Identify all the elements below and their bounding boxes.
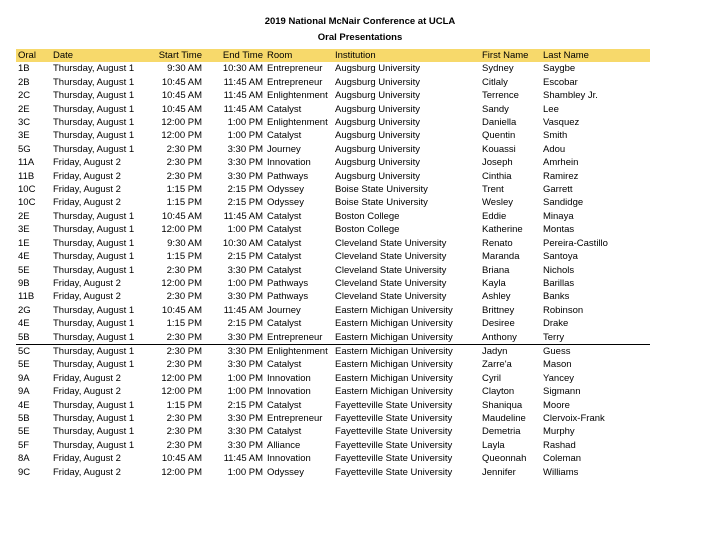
- cell-end-time: 1:00 PM: [227, 130, 263, 142]
- cell-room: Entrepreneur: [267, 412, 323, 424]
- cell-room: Catalyst: [267, 224, 302, 236]
- cell-end-time: 1:00 PM: [227, 372, 263, 384]
- cell-oral: 2C: [18, 90, 31, 102]
- cell-start-time: 2:30 PM: [166, 143, 202, 155]
- cell-date: Friday, August 2: [53, 170, 121, 182]
- cell-start-time: 1:15 PM: [166, 399, 202, 411]
- cell-end-time: 11:45 AM: [223, 103, 263, 115]
- cell-institution: Eastern Michigan University: [335, 359, 453, 371]
- table-header-row: [16, 49, 650, 62]
- cell-last-name: Yancey: [543, 372, 574, 384]
- cell-start-time: 10:45 AM: [161, 210, 202, 222]
- cell-last-name: Drake: [543, 318, 569, 330]
- cell-room: Entrepreneur: [267, 76, 323, 88]
- table-row: [16, 304, 650, 317]
- cell-date: Friday, August 2: [53, 157, 121, 169]
- cell-last-name: Rashad: [543, 439, 576, 451]
- cell-last-name: Vasquez: [543, 117, 580, 129]
- table-row: [16, 466, 650, 479]
- cell-institution: Fayetteville State University: [335, 466, 453, 478]
- cell-first-name: Jennifer: [482, 466, 516, 478]
- table-row: [16, 210, 650, 223]
- cell-end-time: 11:45 AM: [223, 90, 263, 102]
- cell-end-time: 1:00 PM: [227, 466, 263, 478]
- cell-first-name: Wesley: [482, 197, 513, 209]
- cell-date: Friday, August 2: [53, 184, 121, 196]
- cell-last-name: Ramirez: [543, 170, 579, 182]
- cell-date: Friday, August 2: [53, 466, 121, 478]
- cell-date: Friday, August 2: [53, 386, 121, 398]
- cell-oral: 5F: [18, 439, 30, 451]
- cell-institution: Augsburg University: [335, 157, 421, 169]
- table-row: [16, 196, 650, 209]
- cell-institution: Boston College: [335, 224, 400, 236]
- cell-last-name: Sandidge: [543, 197, 584, 209]
- cell-oral: 9B: [18, 277, 30, 289]
- cell-date: Thursday, August 1: [53, 63, 135, 75]
- cell-institution: Augsburg University: [335, 76, 421, 88]
- cell-first-name: Katherine: [482, 224, 523, 236]
- cell-room: Catalyst: [267, 251, 302, 263]
- cell-first-name: Ashley: [482, 291, 511, 303]
- cell-institution: Cleveland State University: [335, 264, 447, 276]
- cell-end-time: 11:45 AM: [223, 210, 263, 222]
- cell-room: Catalyst: [267, 130, 302, 142]
- cell-first-name: Trent: [482, 184, 504, 196]
- cell-institution: Eastern Michigan University: [335, 318, 453, 330]
- cell-last-name: Coleman: [543, 453, 582, 465]
- cell-date: Thursday, August 1: [53, 318, 135, 330]
- cell-institution: Augsburg University: [335, 90, 421, 102]
- cell-end-time: 3:30 PM: [227, 291, 263, 303]
- cell-institution: Augsburg University: [335, 117, 421, 129]
- cell-date: Thursday, August 1: [53, 143, 135, 155]
- cell-room: Catalyst: [267, 103, 302, 115]
- cell-oral: 9A: [18, 386, 30, 398]
- table-row: [16, 143, 650, 156]
- table-row: [16, 439, 650, 452]
- cell-oral: 11B: [18, 170, 35, 182]
- cell-oral: 5G: [18, 143, 31, 155]
- cell-start-time: 2:30 PM: [166, 359, 202, 371]
- cell-room: Odyssey: [267, 197, 304, 209]
- cell-end-time: 3:30 PM: [227, 359, 263, 371]
- cell-last-name: Santoya: [543, 251, 578, 263]
- cell-last-name: Adou: [543, 143, 566, 155]
- presentations-table: [16, 49, 650, 479]
- cell-first-name: Daniella: [482, 117, 517, 129]
- table-row: [16, 264, 650, 277]
- cell-room: Catalyst: [267, 318, 302, 330]
- cell-room: Enlightenment: [267, 345, 328, 357]
- cell-room: Odyssey: [267, 184, 304, 196]
- cell-last-name: Montas: [543, 224, 575, 236]
- cell-date: Thursday, August 1: [53, 130, 135, 142]
- cell-room: Journey: [267, 304, 301, 316]
- cell-last-name: Shambley Jr.: [543, 90, 598, 102]
- cell-last-name: Clervoix-Frank: [543, 412, 605, 424]
- cell-room: Innovation: [267, 386, 311, 398]
- cell-start-time: 12:00 PM: [161, 117, 202, 129]
- table-row: [16, 344, 650, 358]
- cell-institution: Boston College: [335, 210, 400, 222]
- table-row: [16, 290, 650, 303]
- cell-oral: 3C: [18, 117, 31, 129]
- document-subtitle: Oral Presentations: [317, 32, 403, 43]
- table-row: [16, 331, 650, 345]
- cell-room: Catalyst: [267, 237, 302, 249]
- cell-first-name: Citlaly: [482, 76, 508, 88]
- table-row: [16, 452, 650, 465]
- table-row: [16, 223, 650, 236]
- cell-date: Friday, August 2: [53, 291, 121, 303]
- cell-start-time: 2:30 PM: [166, 264, 202, 276]
- cell-start-time: 12:00 PM: [161, 224, 202, 236]
- cell-room: Enlightenment: [267, 90, 328, 102]
- cell-date: Friday, August 2: [53, 453, 121, 465]
- cell-first-name: Sandy: [482, 103, 509, 115]
- cell-first-name: Renato: [482, 237, 513, 249]
- cell-first-name: Kayla: [482, 277, 506, 289]
- cell-last-name: Pereira-Castillo: [543, 237, 608, 249]
- table-row: [16, 62, 650, 75]
- cell-last-name: Barillas: [543, 277, 575, 289]
- table-row: [16, 317, 650, 330]
- cell-date: Friday, August 2: [53, 277, 121, 289]
- cell-date: Thursday, August 1: [53, 412, 135, 424]
- table-row: [16, 116, 650, 129]
- cell-institution: Fayetteville State University: [335, 426, 453, 438]
- column-header-end-time: End Time: [204, 49, 265, 62]
- cell-institution: Eastern Michigan University: [335, 372, 453, 384]
- cell-date: Thursday, August 1: [53, 76, 135, 88]
- cell-institution: Fayetteville State University: [335, 399, 453, 411]
- cell-end-time: 3:30 PM: [227, 143, 263, 155]
- table-row: [16, 372, 650, 385]
- cell-last-name: Escobar: [543, 76, 578, 88]
- cell-end-time: 11:45 AM: [223, 76, 263, 88]
- cell-end-time: 1:00 PM: [227, 386, 263, 398]
- cell-oral: 9A: [18, 372, 30, 384]
- cell-first-name: Layla: [482, 439, 505, 451]
- cell-last-name: Banks: [543, 291, 570, 303]
- cell-end-time: 11:45 AM: [223, 453, 263, 465]
- cell-first-name: Quentin: [482, 130, 516, 142]
- cell-room: Entrepreneur: [267, 63, 323, 75]
- cell-date: Thursday, August 1: [53, 359, 135, 371]
- cell-institution: Augsburg University: [335, 143, 421, 155]
- cell-institution: Augsburg University: [335, 63, 421, 75]
- cell-start-time: 2:30 PM: [166, 157, 202, 169]
- cell-start-time: 9:30 AM: [167, 63, 202, 75]
- cell-start-time: 2:30 PM: [166, 345, 202, 357]
- cell-last-name: Lee: [543, 103, 559, 115]
- cell-date: Thursday, August 1: [51, 331, 143, 345]
- table-row: [16, 425, 650, 438]
- cell-date: Thursday, August 1: [53, 224, 135, 236]
- table-row: [16, 250, 650, 263]
- cell-institution: Cleveland State University: [335, 237, 447, 249]
- cell-first-name: Demetria: [482, 426, 521, 438]
- table-row: [16, 76, 650, 89]
- cell-last-name: Mason: [543, 359, 572, 371]
- cell-end-time: 2:15 PM: [227, 399, 263, 411]
- table-row: [16, 170, 650, 183]
- document-title: 2019 National McNair Conference at UCLA: [264, 16, 456, 27]
- table-row: [16, 412, 650, 425]
- cell-institution: Augsburg University: [335, 130, 421, 142]
- cell-room: Pathways: [267, 291, 309, 303]
- cell-institution: Fayetteville State University: [335, 412, 453, 424]
- cell-first-name: Cyril: [482, 372, 501, 384]
- cell-oral: 4E: [18, 318, 30, 330]
- cell-oral: 1E: [18, 237, 30, 249]
- column-header-start-time: Start Time: [143, 49, 204, 62]
- cell-date: Thursday, August 1: [53, 117, 135, 129]
- cell-oral: 3E: [18, 224, 30, 236]
- cell-institution: Augsburg University: [335, 170, 421, 182]
- cell-institution: Eastern Michigan University: [335, 386, 453, 398]
- cell-oral: 5C: [18, 345, 31, 357]
- cell-start-time: 10:45 AM: [161, 103, 202, 115]
- cell-oral: 5B: [18, 412, 30, 424]
- cell-room: Pathways: [267, 277, 309, 289]
- cell-first-name: Clayton: [482, 386, 515, 398]
- cell-first-name: Shaniqua: [482, 399, 523, 411]
- cell-last-name: Nichols: [543, 264, 575, 276]
- cell-oral: 2G: [18, 304, 31, 316]
- cell-last-name: Robinson: [543, 304, 584, 316]
- cell-oral: 10C: [18, 184, 36, 196]
- cell-end-time: 2:15 PM: [227, 318, 263, 330]
- cell-date: Thursday, August 1: [53, 426, 135, 438]
- column-header-room: Room: [265, 49, 333, 62]
- column-header-date: Date: [51, 49, 143, 62]
- table-row: [16, 89, 650, 102]
- cell-room: Enlightenment: [267, 117, 328, 129]
- cell-date: Thursday, August 1: [53, 264, 135, 276]
- cell-end-time: 1:00 PM: [227, 117, 263, 129]
- cell-end-time: 3:30 PM: [227, 412, 263, 424]
- cell-institution: Augsburg University: [335, 103, 421, 115]
- cell-institution: Fayetteville State University: [335, 453, 453, 465]
- cell-end-time: 3:30 PM: [227, 264, 263, 276]
- cell-last-name: Garrett: [543, 184, 573, 196]
- cell-start-time: 12:00 PM: [161, 130, 202, 142]
- cell-end-time: 3:30 PM: [227, 157, 263, 169]
- cell-room: Pathways: [267, 170, 309, 182]
- column-header-oral: Oral: [16, 49, 51, 62]
- table-row: [16, 237, 650, 250]
- cell-end-time: 3:30 PM: [227, 439, 263, 451]
- cell-first-name: Jadyn: [482, 345, 508, 357]
- cell-date: Thursday, August 1: [53, 251, 135, 263]
- cell-institution: Eastern Michigan University: [333, 331, 480, 345]
- cell-start-time: 2:30 PM: [166, 439, 202, 451]
- cell-start-time: 2:30 PM: [166, 426, 202, 438]
- cell-end-time: 3:30 PM: [227, 170, 263, 182]
- cell-last-name: Saygbe: [543, 63, 576, 75]
- cell-end-time: 3:30 PM: [227, 426, 263, 438]
- cell-first-name: Cinthia: [482, 170, 512, 182]
- cell-start-time: 12:00 PM: [161, 277, 202, 289]
- cell-date: Thursday, August 1: [53, 210, 135, 222]
- cell-end-time: 11:45 AM: [223, 304, 263, 316]
- cell-room: Journey: [267, 143, 301, 155]
- cell-room: Catalyst: [267, 426, 302, 438]
- cell-last-name: Terry: [541, 331, 650, 345]
- cell-last-name: Williams: [543, 466, 579, 478]
- cell-oral: 8A: [18, 453, 30, 465]
- cell-institution: Eastern Michigan University: [335, 304, 453, 316]
- cell-room: Innovation: [267, 157, 311, 169]
- cell-date: Thursday, August 1: [53, 399, 135, 411]
- cell-first-name: Maudeline: [482, 412, 526, 424]
- cell-date: Thursday, August 1: [53, 103, 135, 115]
- cell-end-time: 3:30 PM: [227, 345, 263, 357]
- cell-oral: 5E: [18, 359, 30, 371]
- cell-first-name: Eddie: [482, 210, 507, 222]
- cell-oral: 4E: [18, 399, 30, 411]
- cell-date: Thursday, August 1: [53, 345, 135, 357]
- cell-end-time: 10:30 AM: [222, 237, 263, 249]
- column-header-first-name: First Name: [480, 49, 541, 62]
- cell-institution: Cleveland State University: [335, 277, 447, 289]
- cell-oral: 1B: [18, 63, 30, 75]
- cell-oral: 11A: [18, 157, 35, 169]
- table-row: [16, 277, 650, 290]
- cell-last-name: Murphy: [543, 426, 575, 438]
- cell-end-time: 1:00 PM: [227, 277, 263, 289]
- table-row: [16, 129, 650, 142]
- cell-start-time: 12:00 PM: [161, 372, 202, 384]
- cell-room: Innovation: [267, 453, 311, 465]
- cell-oral: 2B: [18, 76, 30, 88]
- cell-end-time: 3:30 PM: [204, 331, 265, 345]
- cell-first-name: Terrence: [482, 90, 519, 102]
- cell-room: Alliance: [267, 439, 301, 451]
- cell-institution: Eastern Michigan University: [335, 345, 453, 357]
- cell-first-name: Kouassi: [482, 143, 516, 155]
- cell-end-time: 2:15 PM: [227, 184, 263, 196]
- cell-start-time: 10:45 AM: [161, 76, 202, 88]
- cell-start-time: 2:30 PM: [166, 412, 202, 424]
- table-row: [16, 103, 650, 116]
- cell-end-time: 1:00 PM: [227, 224, 263, 236]
- cell-room: Catalyst: [267, 264, 302, 276]
- cell-start-time: 10:45 AM: [161, 90, 202, 102]
- table-row: [16, 183, 650, 196]
- cell-institution: Fayetteville State University: [335, 439, 453, 451]
- cell-first-name: Zarre'a: [482, 359, 512, 371]
- cell-oral: 10C: [18, 197, 36, 209]
- cell-room: Odyssey: [267, 466, 304, 478]
- cell-first-name: Desiree: [482, 318, 515, 330]
- cell-oral: 11B: [18, 291, 35, 303]
- table-row: [16, 399, 650, 412]
- cell-start-time: 10:45 AM: [161, 453, 202, 465]
- cell-last-name: Amrhein: [543, 157, 579, 169]
- cell-first-name: Brittney: [482, 304, 515, 316]
- cell-date: Thursday, August 1: [53, 304, 135, 316]
- column-header-institution: Institution: [333, 49, 480, 62]
- table-row: [16, 358, 650, 371]
- cell-room: Catalyst: [267, 359, 302, 371]
- cell-start-time: 9:30 AM: [167, 237, 202, 249]
- cell-date: Thursday, August 1: [53, 439, 135, 451]
- cell-oral: 5E: [18, 264, 30, 276]
- cell-first-name: Anthony: [480, 331, 541, 345]
- table-row: [16, 156, 650, 169]
- cell-start-time: 1:15 PM: [166, 318, 202, 330]
- cell-first-name: Briana: [482, 264, 510, 276]
- cell-last-name: Moore: [543, 399, 570, 411]
- cell-first-name: Maranda: [482, 251, 520, 263]
- cell-start-time: 1:15 PM: [166, 184, 202, 196]
- cell-institution: Boise State University: [335, 197, 428, 209]
- cell-oral: 5E: [18, 426, 30, 438]
- table-body: [16, 62, 650, 479]
- cell-end-time: 10:30 AM: [222, 63, 263, 75]
- cell-start-time: 12:00 PM: [161, 386, 202, 398]
- cell-institution: Boise State University: [335, 184, 428, 196]
- cell-room: Innovation: [267, 372, 311, 384]
- cell-start-time: 2:30 PM: [166, 170, 202, 182]
- cell-last-name: Minaya: [543, 210, 574, 222]
- cell-oral: 5B: [16, 331, 51, 345]
- cell-last-name: Guess: [543, 345, 571, 357]
- column-header-last-name: Last Name: [541, 49, 650, 62]
- cell-oral: 2E: [18, 103, 30, 115]
- cell-room: Entrepreneur: [265, 331, 333, 345]
- cell-room: Catalyst: [267, 399, 302, 411]
- cell-start-time: 1:15 PM: [166, 197, 202, 209]
- cell-start-time: 2:30 PM: [143, 331, 204, 345]
- cell-date: Thursday, August 1: [53, 90, 135, 102]
- cell-start-time: 2:30 PM: [166, 291, 202, 303]
- cell-oral: 4E: [18, 251, 30, 263]
- cell-end-time: 2:15 PM: [227, 251, 263, 263]
- cell-institution: Cleveland State University: [335, 251, 447, 263]
- cell-oral: 9C: [18, 466, 31, 478]
- cell-date: Friday, August 2: [53, 372, 121, 384]
- cell-start-time: 1:15 PM: [166, 251, 202, 263]
- cell-start-time: 10:45 AM: [161, 304, 202, 316]
- cell-first-name: Sydney: [482, 63, 514, 75]
- cell-first-name: Queonnah: [482, 453, 527, 465]
- cell-institution: Cleveland State University: [335, 291, 447, 303]
- table-row: [16, 385, 650, 398]
- cell-last-name: Sigmann: [543, 386, 581, 398]
- cell-date: Friday, August 2: [53, 197, 121, 209]
- cell-room: Catalyst: [267, 210, 302, 222]
- cell-first-name: Joseph: [482, 157, 513, 169]
- cell-last-name: Smith: [543, 130, 568, 142]
- cell-end-time: 2:15 PM: [227, 197, 263, 209]
- cell-oral: 2E: [18, 210, 30, 222]
- cell-start-time: 12:00 PM: [161, 466, 202, 478]
- cell-oral: 3E: [18, 130, 30, 142]
- cell-date: Thursday, August 1: [53, 237, 135, 249]
